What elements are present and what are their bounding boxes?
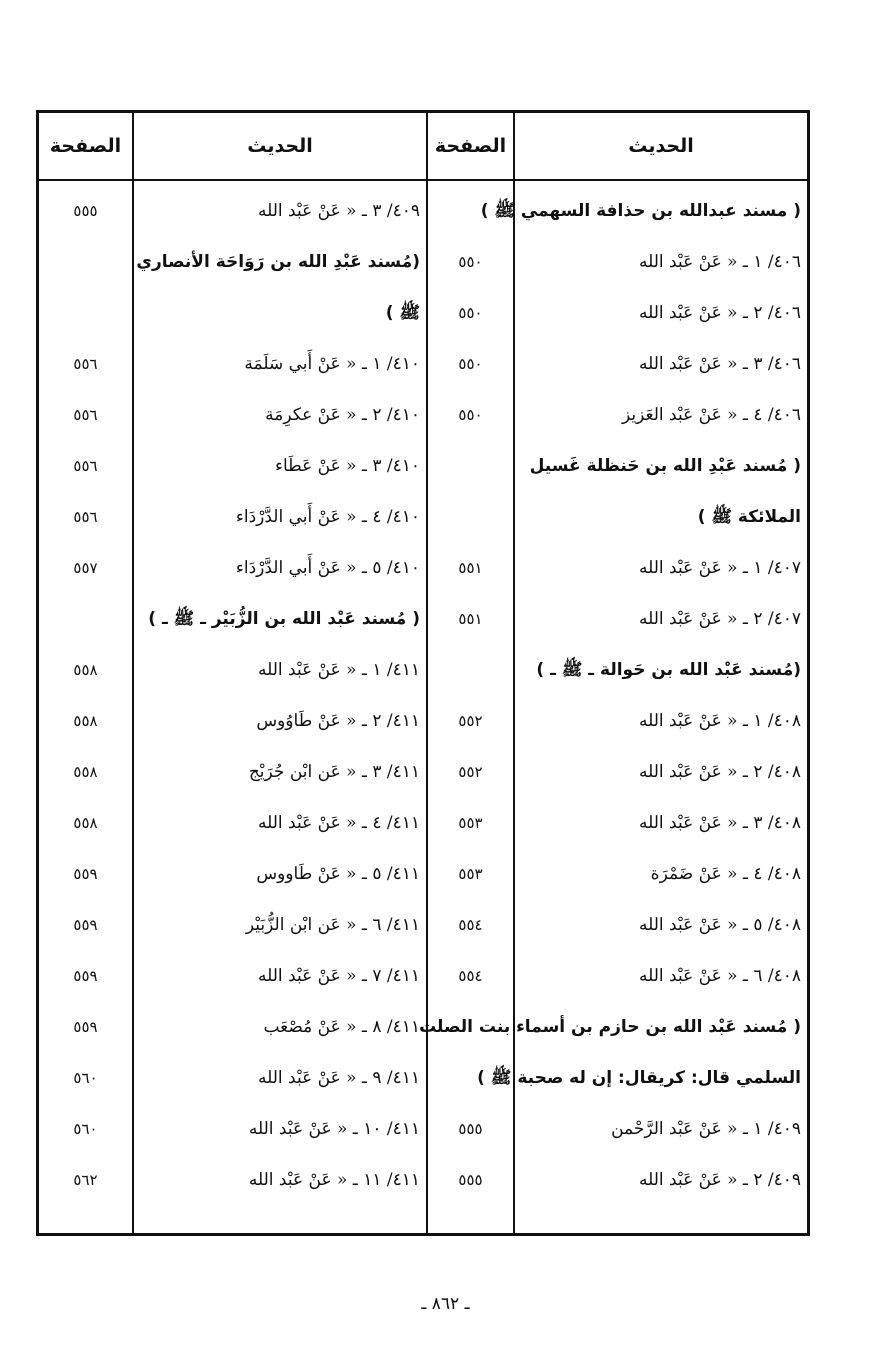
left-page-cell: ٥٥٩ — [73, 916, 98, 934]
right-hadith-cell: ٤٠٨/ ١ ـ « عَنْ عَبْد الله — [638, 711, 801, 731]
left-hadith-cell: ( مُسند عَبْد الله بن الزُّبَيْر ـ ﷺ ـ ) — [148, 609, 420, 629]
left-page-cell: ٥٥٩ — [73, 865, 98, 883]
left-page-cell: ٥٥٩ — [73, 967, 98, 985]
right-hadith-cell: ٤٠٧/ ٢ ـ « عَنْ عَبْد الله — [638, 609, 801, 629]
right-hadith-cell: ٤٠٦/ ٣ ـ « عَنْ عَبْد الله — [638, 354, 801, 374]
left-hadith-cell: ٤١١/ ٨ ـ « عَنْ مُصْعَب — [263, 1017, 420, 1037]
right-hadith-cell: ٤٠٦/ ٢ ـ « عَنْ عَبْد الله — [638, 303, 801, 323]
table-row — [39, 237, 807, 288]
right-page-cell: ٥٥١ — [458, 559, 483, 577]
left-hadith-cell: ٤١٠/ ١ ـ « عَنْ أَبي سَلَمَة — [244, 354, 420, 374]
right-page-cell: ٥٥٣ — [458, 814, 483, 832]
right-hadith-cell: الملائكة ﷺ ) — [697, 507, 801, 527]
left-page-cell: ٥٥٨ — [73, 661, 98, 679]
hadith-index-table — [36, 110, 810, 1236]
page-number: ـ ٨٦٢ ـ — [421, 1294, 470, 1314]
left-hadith-cell: ٤١١/ ٥ ـ « عَنْ طَاووس — [256, 864, 420, 884]
left-hadith-cell: ٤١٠/ ٥ ـ « عَنْ أَبي الدَّرْدَاء — [235, 558, 420, 578]
right-hadith-cell: ٤٠٨/ ٣ ـ « عَنْ عَبْد الله — [638, 813, 801, 833]
right-hadith-cell: السلمي قال: كريقال: إن له صحبة ﷺ ) — [477, 1068, 801, 1088]
right-hadith-cell: ٤٠٦/ ١ ـ « عَنْ عَبْد الله — [638, 252, 801, 272]
left-hadith-cell: ﷺ ) — [385, 303, 420, 323]
left-hadith-cell: ٤١١/ ٢ ـ « عَنْ طَاوُوس — [256, 711, 420, 731]
right-hadith-cell: ٤٠٩/ ٢ ـ « عَنْ عَبْد الله — [638, 1170, 801, 1190]
header-divider — [39, 179, 807, 181]
left-page-cell — [39, 237, 132, 288]
left-page-cell: ٥٦٢ — [73, 1171, 98, 1189]
right-hadith-cell: (مُسند عَبْد الله بن حَوالة ـ ﷺ ـ ) — [536, 660, 801, 680]
table-row — [39, 645, 807, 696]
left-page-cell — [39, 594, 132, 645]
table-row — [39, 849, 807, 900]
table-row — [39, 951, 807, 1002]
left-hadith-cell: ٤١١/ ٣ ـ « عَن ابْن جُرَيْج — [248, 762, 420, 782]
left-hadith-cell: ٤١٠/ ٣ ـ « عَنْ عَطَاء — [274, 456, 420, 476]
table-row — [39, 288, 807, 339]
right-hadith-cell: ( مسند عبدالله بن حذافة السهمي ﷺ ) — [480, 201, 801, 221]
header-right-page: الصفحة — [434, 135, 507, 157]
table-body — [39, 186, 807, 1206]
right-page-cell: ٥٥٢ — [458, 763, 483, 781]
table-row — [39, 1053, 807, 1104]
right-page-cell: ٥٥٤ — [458, 916, 483, 934]
right-page-cell — [428, 645, 513, 696]
left-page-cell: ٥٥٦ — [73, 457, 98, 475]
right-page-cell — [428, 1002, 513, 1053]
header-right-hadith: الحديث — [628, 135, 694, 157]
table-row — [39, 798, 807, 849]
right-hadith-cell: ٤٠٨/ ٤ ـ « عَنْ ضَمْرَة — [650, 864, 801, 884]
table-row — [39, 1002, 807, 1053]
table-row — [39, 186, 807, 237]
table-row — [39, 390, 807, 441]
right-page-cell: ٥٥٥ — [458, 1120, 483, 1138]
left-hadith-cell: ٤١١/ ٤ ـ « عَنْ عَبْد الله — [257, 813, 420, 833]
left-hadith-cell: ٤١٠/ ٤ ـ « عَنْ أَبي الدَّرْدَاء — [235, 507, 420, 527]
left-hadith-cell: ٤٠٩/ ٣ ـ « عَنْ عَبْد الله — [257, 201, 420, 221]
table-row — [39, 492, 807, 543]
left-page-cell: ٥٦٠ — [73, 1069, 98, 1087]
right-hadith-cell: ( مُسند عَبْد الله بن حازم بن أسماء بنت الصلت — [419, 1017, 801, 1037]
right-hadith-cell: ٤٠٨/ ٥ ـ « عَنْ عَبْد الله — [638, 915, 801, 935]
right-hadith-cell: ٤٠٦/ ٤ ـ « عَنْ عَبْد العَزيز — [622, 405, 801, 425]
left-hadith-cell: ٤١١/ ١١ ـ « عَنْ عَبْد الله — [248, 1170, 420, 1190]
left-page-cell — [39, 288, 132, 339]
left-hadith-cell: (مُسند عَبْدِ الله بن رَوَاحَة الأنصاري — [136, 252, 420, 272]
table-row — [39, 900, 807, 951]
right-hadith-cell: ٤٠٨/ ٦ ـ « عَنْ عَبْد الله — [638, 966, 801, 986]
right-page-cell: ٥٥٠ — [458, 253, 483, 271]
left-page-cell: ٥٥٨ — [73, 763, 98, 781]
right-page-cell: ٥٥٤ — [458, 967, 483, 985]
right-page-cell: ٥٥٠ — [458, 406, 483, 424]
left-page-cell: ٥٥٦ — [73, 406, 98, 424]
right-page-cell: ٥٥٠ — [458, 355, 483, 373]
left-page-cell: ٥٥٦ — [73, 355, 98, 373]
right-page-cell: ٥٥٢ — [458, 712, 483, 730]
right-page-cell: ٥٥٣ — [458, 865, 483, 883]
left-page-cell: ٥٦٠ — [73, 1120, 98, 1138]
table-row — [39, 747, 807, 798]
left-hadith-cell: ٤١١/ ١ ـ « عَنْ عَبْد الله — [257, 660, 420, 680]
left-page-cell: ٥٥٨ — [73, 814, 98, 832]
left-page-cell: ٥٥٨ — [73, 712, 98, 730]
left-page-cell: ٥٥٦ — [73, 508, 98, 526]
header-left-hadith: الحديث — [247, 135, 313, 157]
left-hadith-cell: ٤١١/ ١٠ ـ « عَنْ عَبْد الله — [248, 1119, 420, 1139]
right-page-cell: ٥٥١ — [458, 610, 483, 628]
left-page-cell: ٥٥٧ — [73, 559, 98, 577]
table-row — [39, 543, 807, 594]
left-hadith-cell: ٤١٠/ ٢ ـ « عَنْ عكرِمَة — [265, 405, 420, 425]
right-hadith-cell: ٤٠٨/ ٢ ـ « عَنْ عَبْد الله — [638, 762, 801, 782]
right-hadith-cell: ( مُسند عَبْدِ الله بن حَنظلة غَسيل — [529, 456, 801, 476]
right-page-cell — [428, 492, 513, 543]
left-hadith-cell: ٤١١/ ٦ ـ « عَن ابْن الزُّبَيْر — [245, 915, 420, 935]
left-page-cell: ٥٥٥ — [73, 202, 98, 220]
table-row — [39, 594, 807, 645]
table-row — [39, 441, 807, 492]
right-page-cell: ٥٥٠ — [458, 304, 483, 322]
table-row — [39, 339, 807, 390]
table-row — [39, 696, 807, 747]
right-page-cell: ٥٥٥ — [458, 1171, 483, 1189]
right-hadith-cell: ٤٠٧/ ١ ـ « عَنْ عَبْد الله — [638, 558, 801, 578]
right-page-cell — [428, 441, 513, 492]
right-page-cell — [428, 1053, 513, 1104]
header-left-page: الصفحة — [49, 135, 122, 157]
table-row — [39, 1155, 807, 1206]
right-page-cell — [428, 186, 513, 237]
left-page-cell: ٥٥٩ — [73, 1018, 98, 1036]
table-row — [39, 1104, 807, 1155]
left-hadith-cell: ٤١١/ ٧ ـ « عَنْ عَبْد الله — [257, 966, 420, 986]
right-hadith-cell: ٤٠٩/ ١ ـ « عَنْ عَبْد الرَّحْمن — [611, 1119, 801, 1139]
left-hadith-cell: ٤١١/ ٩ ـ « عَنْ عَبْد الله — [257, 1068, 420, 1088]
